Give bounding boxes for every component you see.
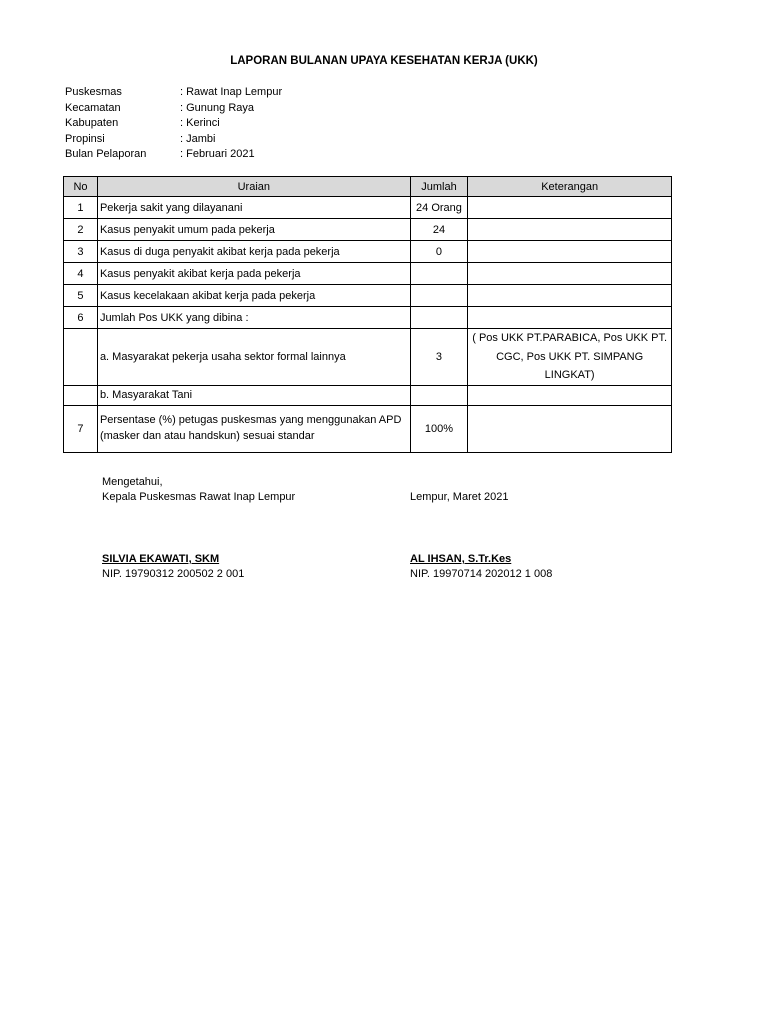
cell-uraian: Jumlah Pos UKK yang dibina : [97,307,410,329]
signature-left-role: Kepala Puskesmas Rawat Inap Lempur [102,491,296,503]
header-no: No [64,177,98,197]
cell-jumlah: 3 [410,329,468,386]
report-info [65,85,282,163]
cell-no: 1 [64,197,98,219]
cell-keterangan [468,405,672,452]
cell-uraian: a. Masyarakat pekerja usaha sektor formal lainnya [97,329,410,386]
report-table [63,176,672,453]
info-row-puskesmas [65,85,282,101]
header-keterangan: Keterangan [468,177,672,197]
cell-jumlah: 100% [410,405,468,452]
info-label: Puskesmas [65,86,122,98]
signature-place-date: Lempur, Maret 2021 [410,491,509,503]
cell-uraian: Kasus penyakit umum pada pekerja [97,219,410,241]
cell-no: 2 [64,219,98,241]
info-value: : Kerinci [180,117,220,129]
info-row-bulan-pelaporan [65,147,282,163]
info-label: Propinsi [65,132,105,145]
info-row-kabupaten [65,116,282,132]
report-title: LAPORAN BULANAN UPAYA KESEHATAN KERJA (UKK) [230,55,538,67]
cell-uraian: b. Masyarakat Tani [97,385,410,405]
cell-keterangan [468,197,672,219]
info-row-kecamatan [65,101,282,117]
table-row [64,405,672,452]
table-header-row [64,177,672,197]
table-row [64,197,672,219]
cell-no [64,329,98,386]
cell-keterangan [468,219,672,241]
cell-uraian: Kasus di duga penyakit akibat kerja pada pekerja [97,241,410,263]
cell-keterangan [468,385,672,405]
cell-jumlah [410,307,468,329]
table-row [64,329,672,386]
info-value: : Rawat Inap Lempur [180,86,283,98]
info-label: Kecamatan [65,101,121,114]
cell-keterangan [468,285,672,307]
cell-jumlah [410,385,468,405]
cell-jumlah: 24 Orang [410,197,468,219]
table-row [64,263,672,285]
cell-jumlah [410,263,468,285]
cell-uraian: Kasus kecelakaan akibat kerja pada pekerja [97,285,410,307]
info-label: Bulan Pelaporan [65,148,147,160]
cell-jumlah [410,285,468,307]
cell-keterangan: ( Pos UKK PT.PARABICA, Pos UKK PT. CGC, Pos UKK PT. SIMPANG LINGKAT) [468,329,672,386]
table-row [64,307,672,329]
cell-keterangan [468,307,672,329]
signature-right-nip: NIP. 19970714 202012 1 008 [410,568,553,580]
cell-uraian: Persentase (%) petugas puskesmas yang menggunakan APD (masker dan atau handskun) sesuai standar [97,405,410,452]
cell-no: 5 [64,285,98,307]
info-value: : Gunung Raya [180,101,254,114]
cell-jumlah: 24 [410,219,468,241]
info-value: : Jambi [180,132,216,145]
table-row [64,385,672,405]
signature-left-name: SILVIA EKAWATI, SKM [102,553,220,565]
table-row [64,285,672,307]
signature-left-intro: Mengetahui, [102,476,163,488]
cell-uraian: Pekerja sakit yang dilayanani [97,197,410,219]
cell-no: 6 [64,307,98,329]
table-row [64,219,672,241]
info-label: Kabupaten [65,117,119,129]
info-row-propinsi [65,132,282,148]
cell-jumlah: 0 [410,241,468,263]
cell-keterangan [468,241,672,263]
signature-left-nip: NIP. 19790312 200502 2 001 [102,568,245,580]
cell-no: 4 [64,263,98,285]
cell-uraian: Kasus penyakit akibat kerja pada pekerja [97,263,410,285]
signature-right-name: AL IHSAN, S.Tr.Kes [410,553,512,565]
cell-no: 7 [64,405,98,452]
info-value: : Februari 2021 [180,148,255,160]
table-row [64,241,672,263]
header-jumlah: Jumlah [410,177,468,197]
cell-no [64,385,98,405]
cell-no: 3 [64,241,98,263]
header-uraian: Uraian [97,177,410,197]
cell-keterangan [468,263,672,285]
